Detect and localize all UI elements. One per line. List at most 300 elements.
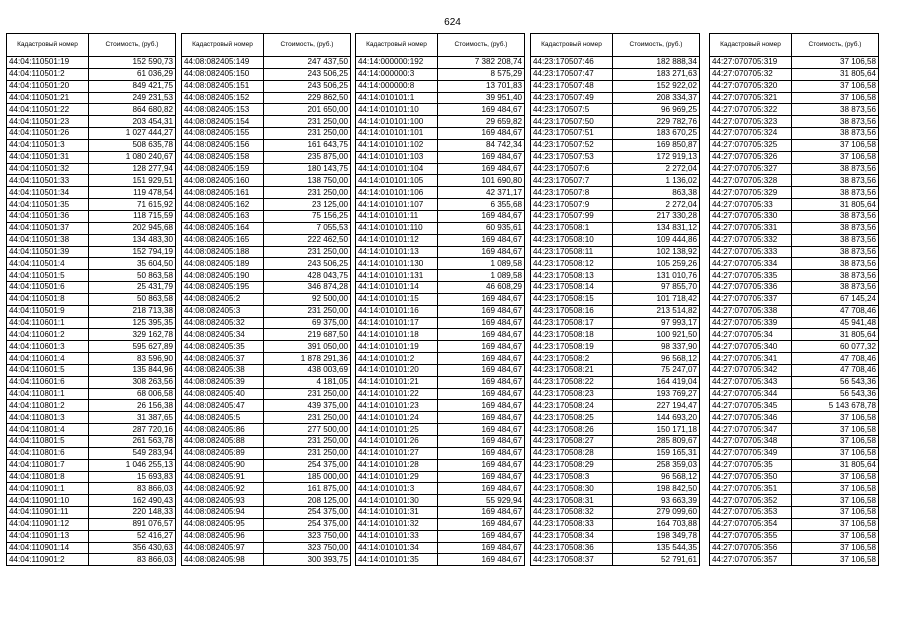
cost-cell: 169 484,67 [438, 412, 525, 424]
cost-cell: 243 506,25 [264, 80, 351, 92]
cost-cell: 7 055,53 [264, 222, 351, 234]
cadastre-number-cell: 44:08:082405:39 [182, 376, 264, 388]
table-row [356, 270, 525, 282]
cost-cell: 7 382 208,74 [438, 57, 525, 69]
cost-cell: 83 866,03 [89, 483, 176, 495]
table-row [182, 341, 351, 353]
cadastre-number-cell: 44:04:110501:9 [7, 305, 89, 317]
table-row [531, 270, 700, 282]
table-row [356, 424, 525, 436]
cadastre-number-cell: 44:23:170508:24 [531, 400, 613, 412]
cost-cell: 93 663,39 [613, 495, 700, 507]
cost-cell: 438 003,69 [264, 364, 351, 376]
cadastre-number-cell: 44:23:170508:2 [531, 353, 613, 365]
table-row [182, 424, 351, 436]
cost-cell: 38 873,56 [792, 222, 879, 234]
cadastre-number-cell: 44:23:170508:30 [531, 483, 613, 495]
cadastre-number-cell: 44:08:082405:161 [182, 187, 264, 199]
table-row [7, 222, 176, 234]
cadastre-number-cell: 44:27:070705:32 [710, 68, 792, 80]
cost-cell: 23 125,00 [264, 199, 351, 211]
cost-cell: 128 277,94 [89, 163, 176, 175]
cost-cell: 203 454,31 [89, 116, 176, 128]
cadastre-number-cell: 44:23:170508:22 [531, 376, 613, 388]
cadastre-number-cell: 44:23:170508:26 [531, 424, 613, 436]
table-row [531, 151, 700, 163]
table-row [710, 187, 879, 199]
table-row [7, 447, 176, 459]
cost-cell: 308 263,56 [89, 376, 176, 388]
table-row [182, 305, 351, 317]
cadastre-number-cell: 44:27:070705:335 [710, 270, 792, 282]
table-row [182, 436, 351, 448]
cadastre-number-cell: 44:08:082405:95 [182, 518, 264, 530]
cadastre-number-cell: 44:14:000000:192 [356, 57, 438, 69]
cadastre-number-cell: 44:08:082405:5 [182, 412, 264, 424]
cost-cell: 254 375,00 [264, 507, 351, 519]
cost-cell: 198 349,78 [613, 530, 700, 542]
table-row [182, 483, 351, 495]
cadastre-number-cell: 44:14:010101:24 [356, 412, 438, 424]
cadastre-number-cell: 44:14:010101:1 [356, 92, 438, 104]
cadastre-number-cell: 44:04:110801:6 [7, 447, 89, 459]
cost-cell: 428 043,75 [264, 270, 351, 282]
cost-cell: 38 873,56 [792, 234, 879, 246]
cost-cell: 1 046 255,13 [89, 459, 176, 471]
cost-cell: 50 863,58 [89, 293, 176, 305]
cadastre-number-cell: 44:27:070705:355 [710, 530, 792, 542]
table-header-row [710, 34, 879, 57]
cadastre-number-cell: 44:04:110501:38 [7, 234, 89, 246]
cost-cell: 38 873,56 [792, 116, 879, 128]
cost-cell: 863,38 [613, 187, 700, 199]
cadastre-number-cell: 44:27:070705:352 [710, 495, 792, 507]
cost-cell: 169 484,67 [438, 128, 525, 140]
cost-cell: 38 873,56 [792, 258, 879, 270]
table-row [182, 471, 351, 483]
cadastre-number-cell: 44:04:110501:26 [7, 128, 89, 140]
table-row [356, 199, 525, 211]
cadastre-number-cell: 44:14:010101:29 [356, 471, 438, 483]
cost-cell: 37 106,58 [792, 483, 879, 495]
table-row [7, 376, 176, 388]
cadastre-number-cell: 44:04:110901:11 [7, 507, 89, 519]
cadastre-number-cell: 44:14:010101:32 [356, 518, 438, 530]
cadastre-number-cell: 44:23:170508:11 [531, 246, 613, 258]
table-header-row [182, 34, 351, 57]
table-row [710, 542, 879, 554]
cadastre-number-header: Кадастровый номер [356, 34, 438, 57]
cadastre-number-cell: 44:04:110601:3 [7, 341, 89, 353]
table-row [531, 483, 700, 495]
cadastre-number-cell: 44:27:070705:341 [710, 353, 792, 365]
cadastre-number-cell: 44:27:070705:345 [710, 400, 792, 412]
table-row [710, 116, 879, 128]
cost-header: Стоимость, (руб.) [438, 34, 525, 57]
table-row [182, 163, 351, 175]
cadastre-number-cell: 44:04:110801:3 [7, 412, 89, 424]
table-row [710, 447, 879, 459]
cost-cell: 169 484,67 [438, 542, 525, 554]
table-row [531, 364, 700, 376]
cadastre-number-cell: 44:27:070705:339 [710, 317, 792, 329]
cost-cell: 1 080 240,67 [89, 151, 176, 163]
cadastre-number-cell: 44:27:070705:35 [710, 459, 792, 471]
table-row [710, 459, 879, 471]
cost-cell: 508 635,78 [89, 139, 176, 151]
cadastre-number-cell: 44:04:110601:5 [7, 364, 89, 376]
table-row [182, 234, 351, 246]
cost-cell: 864 680,82 [89, 104, 176, 116]
cadastre-number-cell: 44:04:110501:31 [7, 151, 89, 163]
cost-cell: 222 462,50 [264, 234, 351, 246]
table-row [531, 353, 700, 365]
table-row [710, 151, 879, 163]
cadastre-number-cell: 44:23:170508:33 [531, 518, 613, 530]
cadastre-number-cell: 44:23:170507:53 [531, 151, 613, 163]
table-row [531, 518, 700, 530]
cadastre-number-cell: 44:04:110901:10 [7, 495, 89, 507]
table-row [710, 554, 879, 566]
cost-cell: 169 484,67 [438, 151, 525, 163]
cadastre-number-cell: 44:23:170508:3 [531, 471, 613, 483]
table-row [710, 163, 879, 175]
cadastre-number-cell: 44:27:070705:333 [710, 246, 792, 258]
cadastre-number-cell: 44:27:070705:329 [710, 187, 792, 199]
cost-cell: 198 842,50 [613, 483, 700, 495]
cadastre-number-cell: 44:08:082405:151 [182, 80, 264, 92]
cost-cell: 37 106,58 [792, 447, 879, 459]
cadastre-number-cell: 44:27:070705:357 [710, 554, 792, 566]
cadastre-number-cell: 44:27:070705:351 [710, 483, 792, 495]
table-row [710, 80, 879, 92]
table-row [356, 116, 525, 128]
table-row [182, 282, 351, 294]
cadastre-number-cell: 44:27:070705:321 [710, 92, 792, 104]
cost-cell: 169 484,67 [438, 246, 525, 258]
table-row [531, 412, 700, 424]
cost-cell: 38 873,56 [792, 104, 879, 116]
table-row [7, 163, 176, 175]
cadastre-number-cell: 44:04:110501:6 [7, 282, 89, 294]
cadastre-number-cell: 44:08:082405:153 [182, 104, 264, 116]
table-row [710, 424, 879, 436]
cost-cell: 172 919,13 [613, 151, 700, 163]
table-row [182, 293, 351, 305]
cost-cell: 97 855,70 [613, 282, 700, 294]
cost-cell: 150 171,18 [613, 424, 700, 436]
cost-cell: 193 769,27 [613, 388, 700, 400]
table-row [182, 530, 351, 542]
cadastre-number-cell: 44:08:082405:155 [182, 128, 264, 140]
table-row [7, 388, 176, 400]
cadastre-number-header: Кадастровый номер [531, 34, 613, 57]
table-row [356, 329, 525, 341]
table-row [356, 436, 525, 448]
cadastre-number-cell: 44:23:170507:50 [531, 116, 613, 128]
cost-cell: 169 484,67 [438, 329, 525, 341]
cadastre-number-cell: 44:04:110501:8 [7, 293, 89, 305]
table-row [531, 163, 700, 175]
cost-cell: 218 713,38 [89, 305, 176, 317]
cost-cell: 37 106,58 [792, 80, 879, 92]
table-row [710, 175, 879, 187]
table-row [531, 447, 700, 459]
cost-cell: 56 543,36 [792, 388, 879, 400]
cadastre-number-cell: 44:27:070705:319 [710, 57, 792, 69]
cost-cell: 169 484,67 [438, 293, 525, 305]
cadastre-number-cell: 44:08:082405:37 [182, 353, 264, 365]
table-row [531, 104, 700, 116]
cadastre-number-cell: 44:27:070705:330 [710, 210, 792, 222]
cadastre-table [181, 33, 351, 566]
cost-cell: 38 873,56 [792, 175, 879, 187]
cost-cell: 45 941,48 [792, 317, 879, 329]
table-row [182, 139, 351, 151]
cadastre-number-cell: 44:27:070705:342 [710, 364, 792, 376]
cadastre-table [709, 33, 879, 566]
cost-cell: 169 484,67 [438, 459, 525, 471]
cadastre-number-cell: 44:23:170508:18 [531, 329, 613, 341]
cadastre-number-cell: 44:14:000000:3 [356, 68, 438, 80]
cadastre-number-cell: 44:08:082405:190 [182, 270, 264, 282]
cadastre-number-cell: 44:27:070705:346 [710, 412, 792, 424]
cost-cell: 135 844,96 [89, 364, 176, 376]
table-row [7, 518, 176, 530]
cost-cell: 37 106,58 [792, 530, 879, 542]
cadastre-number-cell: 44:08:082405:47 [182, 400, 264, 412]
cadastre-number-cell: 44:04:110601:4 [7, 353, 89, 365]
cost-cell: 213 514,82 [613, 305, 700, 317]
cost-cell: 37 106,58 [792, 542, 879, 554]
table-row [182, 459, 351, 471]
cost-cell: 182 888,34 [613, 57, 700, 69]
table-row [531, 507, 700, 519]
table-row [356, 68, 525, 80]
cost-cell: 2 272,04 [613, 199, 700, 211]
table-row [7, 187, 176, 199]
cadastre-number-cell: 44:08:082405:165 [182, 234, 264, 246]
cost-cell: 37 106,58 [792, 471, 879, 483]
cadastre-number-cell: 44:08:082405:92 [182, 483, 264, 495]
cadastre-number-cell: 44:27:070705:334 [710, 258, 792, 270]
cost-cell: 46 608,29 [438, 282, 525, 294]
cost-cell: 217 330,28 [613, 210, 700, 222]
table-row [356, 507, 525, 519]
table-row [710, 293, 879, 305]
cost-cell: 69 375,00 [264, 317, 351, 329]
cadastre-number-cell: 44:23:170508:14 [531, 282, 613, 294]
cadastre-number-cell: 44:08:082405:195 [182, 282, 264, 294]
cadastre-number-cell: 44:08:082405:188 [182, 246, 264, 258]
cost-cell: 231 250,00 [264, 116, 351, 128]
cadastre-number-cell: 44:23:170508:17 [531, 317, 613, 329]
cost-cell: 169 484,67 [438, 376, 525, 388]
table-row [356, 554, 525, 566]
cost-cell: 83 866,03 [89, 554, 176, 566]
table-row [710, 353, 879, 365]
cost-cell: 391 050,00 [264, 341, 351, 353]
table-row [7, 258, 176, 270]
table-row [182, 507, 351, 519]
cost-cell: 52 791,61 [613, 554, 700, 566]
cadastre-number-cell: 44:04:110901:2 [7, 554, 89, 566]
table-row [710, 530, 879, 542]
cost-cell: 258 359,03 [613, 459, 700, 471]
cost-cell: 138 750,00 [264, 175, 351, 187]
table-row [531, 80, 700, 92]
table-row [7, 459, 176, 471]
cadastre-number-cell: 44:04:110501:19 [7, 57, 89, 69]
table-row [710, 68, 879, 80]
cost-cell: 169 484,67 [438, 364, 525, 376]
cost-cell: 162 490,43 [89, 495, 176, 507]
cost-cell: 439 375,00 [264, 400, 351, 412]
table-row [7, 210, 176, 222]
table-row [531, 234, 700, 246]
cost-cell: 96 969,25 [613, 104, 700, 116]
table-row [356, 258, 525, 270]
table-row [7, 116, 176, 128]
cost-cell: 152 794,19 [89, 246, 176, 258]
cadastre-number-cell: 44:04:110901:14 [7, 542, 89, 554]
table-row [531, 329, 700, 341]
cost-cell: 6 355,68 [438, 199, 525, 211]
cadastre-number-cell: 44:08:082405:40 [182, 388, 264, 400]
cadastre-number-cell: 44:08:082405:149 [182, 57, 264, 69]
cadastre-number-cell: 44:27:070705:328 [710, 175, 792, 187]
cadastre-table [355, 33, 525, 566]
cadastre-number-cell: 44:08:082405:97 [182, 542, 264, 554]
cadastre-number-cell: 44:04:110501:2 [7, 68, 89, 80]
cadastre-number-cell: 44:08:082405:38 [182, 364, 264, 376]
table-row [356, 459, 525, 471]
cost-cell: 169 484,67 [438, 436, 525, 448]
cost-cell: 231 250,00 [264, 305, 351, 317]
cadastre-number-cell: 44:14:010101:104 [356, 163, 438, 175]
table-row [710, 400, 879, 412]
table-row [182, 542, 351, 554]
table-row [7, 305, 176, 317]
cadastre-number-cell: 44:04:110501:22 [7, 104, 89, 116]
table-row [710, 376, 879, 388]
cadastre-number-cell: 44:08:082405:32 [182, 317, 264, 329]
cadastre-number-cell: 44:23:170508:15 [531, 293, 613, 305]
cadastre-number-cell: 44:04:110901:13 [7, 530, 89, 542]
cadastre-number-cell: 44:08:082405:162 [182, 199, 264, 211]
cost-cell: 202 945,68 [89, 222, 176, 234]
cadastre-number-cell: 44:08:082405:158 [182, 151, 264, 163]
cadastre-number-cell: 44:23:170507:48 [531, 80, 613, 92]
table-row [7, 507, 176, 519]
table-row [182, 80, 351, 92]
cadastre-number-cell: 44:27:070705:327 [710, 163, 792, 175]
cost-cell: 254 375,00 [264, 459, 351, 471]
table-row [356, 542, 525, 554]
table-row [182, 258, 351, 270]
cadastre-number-cell: 44:08:082405:89 [182, 447, 264, 459]
cost-cell: 37 106,58 [792, 518, 879, 530]
cost-cell: 38 873,56 [792, 210, 879, 222]
cadastre-number-cell: 44:27:070705:344 [710, 388, 792, 400]
table-row [182, 116, 351, 128]
table-row [531, 376, 700, 388]
cadastre-number-cell: 44:14:010101:14 [356, 282, 438, 294]
cost-cell: 38 873,56 [792, 270, 879, 282]
cadastre-number-cell: 44:04:110901:12 [7, 518, 89, 530]
table-row [356, 305, 525, 317]
cadastre-number-cell: 44:04:110601:1 [7, 317, 89, 329]
table-row [7, 495, 176, 507]
cadastre-number-cell: 44:27:070705:320 [710, 80, 792, 92]
cadastre-number-cell: 44:27:070705:347 [710, 424, 792, 436]
cost-header: Стоимость, (руб.) [792, 34, 879, 57]
table-row [7, 471, 176, 483]
table-row [182, 400, 351, 412]
cost-cell: 849 421,75 [89, 80, 176, 92]
cost-cell: 118 715,59 [89, 210, 176, 222]
cost-cell: 100 921,50 [613, 329, 700, 341]
table-row [356, 57, 525, 69]
table-row [531, 436, 700, 448]
table-row [7, 436, 176, 448]
cadastre-number-cell: 44:27:070705:325 [710, 139, 792, 151]
cost-cell: 1 027 444,27 [89, 128, 176, 140]
cadastre-number-cell: 44:23:170508:1 [531, 222, 613, 234]
cadastre-number-cell: 44:23:170508:31 [531, 495, 613, 507]
cost-cell: 287 720,16 [89, 424, 176, 436]
cost-cell: 37 106,58 [792, 139, 879, 151]
cost-cell: 38 873,56 [792, 282, 879, 294]
cost-header: Стоимость, (руб.) [613, 34, 700, 57]
table-row [7, 293, 176, 305]
cost-cell: 183 271,63 [613, 68, 700, 80]
cadastre-number-cell: 44:08:082405:94 [182, 507, 264, 519]
cost-cell: 1 089,58 [438, 258, 525, 270]
table-row [7, 364, 176, 376]
cadastre-number-cell: 44:14:010101:105 [356, 175, 438, 187]
table-row [710, 282, 879, 294]
table-row [356, 234, 525, 246]
table-row [531, 139, 700, 151]
cost-cell: 37 106,58 [792, 424, 879, 436]
cadastre-number-cell: 44:23:170507:8 [531, 187, 613, 199]
cadastre-number-cell: 44:08:082405:152 [182, 92, 264, 104]
table-row [710, 305, 879, 317]
cadastre-number-header: Кадастровый номер [182, 34, 264, 57]
page-number: 624 [444, 17, 461, 28]
cadastre-number-cell: 44:27:070705:326 [710, 151, 792, 163]
cadastre-number-cell: 44:23:170508:23 [531, 388, 613, 400]
cost-cell: 285 809,67 [613, 436, 700, 448]
table-row [710, 210, 879, 222]
table-row [531, 175, 700, 187]
table-row [356, 471, 525, 483]
table-row [531, 293, 700, 305]
table-row [182, 412, 351, 424]
cadastre-number-cell: 44:14:010101:25 [356, 424, 438, 436]
cost-cell: 31 805,64 [792, 68, 879, 80]
cost-cell: 151 929,51 [89, 175, 176, 187]
table-row [182, 175, 351, 187]
table-row [356, 495, 525, 507]
cadastre-number-header: Кадастровый номер [710, 34, 792, 57]
cadastre-number-cell: 44:23:170507:7 [531, 175, 613, 187]
cost-cell: 52 416,27 [89, 530, 176, 542]
cadastre-number-cell: 44:08:082405:150 [182, 68, 264, 80]
table-row [7, 151, 176, 163]
cadastre-number-cell: 44:14:010101:101 [356, 128, 438, 140]
